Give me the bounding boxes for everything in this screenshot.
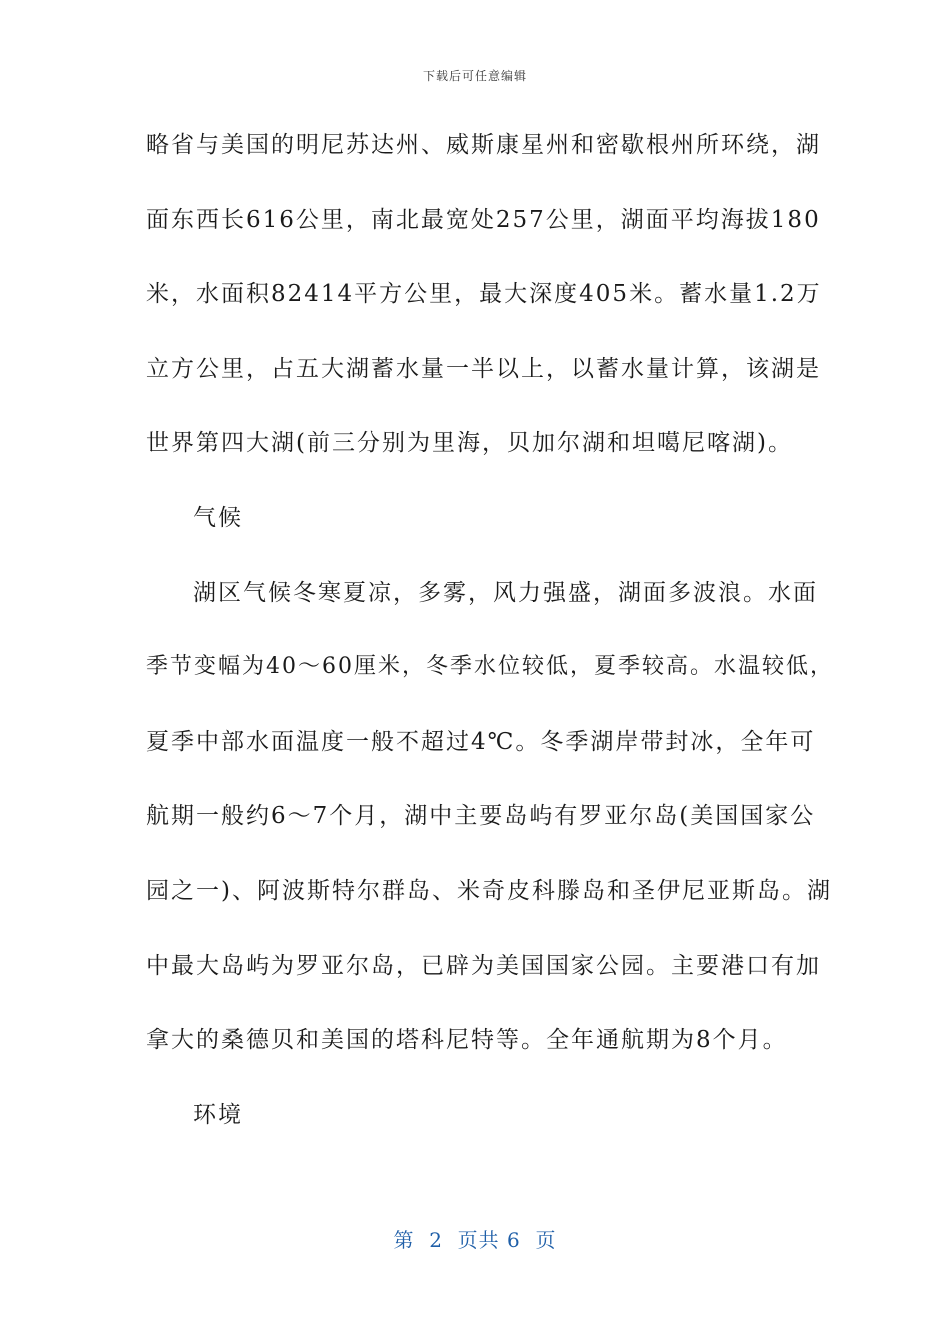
paragraph-line: 园之一)、阿波斯特尔群岛、米奇皮科滕岛和圣伊尼亚斯岛。湖: [146, 877, 832, 904]
paragraph-line: 米，水面积82414平方公里，最大深度405米。蓄水量1.2万: [146, 281, 822, 308]
paragraph-line: 面东西长616公里，南北最宽处257公里，湖面平均海拔180: [146, 206, 821, 233]
paragraph-line: 夏季中部水面温度一般不超过4℃。冬季湖岸带封冰，全年可: [146, 728, 816, 755]
paragraph-line: 略省与美国的明尼苏达州、威斯康星州和密歇根州所环绕，湖: [146, 132, 821, 158]
paragraph-line: 湖区气候冬寒夏凉，多雾，风力强盛，湖面多波浪。水面: [193, 579, 818, 606]
paragraph-line: 拿大的桑德贝和美国的塔科尼特等。全年通航期为8个月。: [146, 1027, 788, 1054]
page-number-footer: 第 2 页共 6 页: [393, 1228, 557, 1252]
page-header: 下载后可任意编辑: [422, 69, 527, 83]
document-body: [146, 125, 834, 1169]
paragraph-line: 中最大岛屿为罗亚尔岛，已辟为美国国家公园。主要港口有加: [146, 952, 821, 979]
section-heading-environment: 环境: [193, 1101, 243, 1128]
paragraph-line: 航期一般约6～7个月，湖中主要岛屿有罗亚尔岛(美国国家公: [146, 803, 816, 830]
section-heading-climate: 气候: [193, 504, 243, 531]
paragraph-line: 立方公里，占五大湖蓄水量一半以上，以蓄水量计算，该湖是: [146, 355, 821, 382]
paragraph-line: 季节变幅为40～60厘米，冬季水位较低，夏季较高。水温较低，: [146, 654, 834, 680]
paragraph-line: 世界第四大湖(前三分别为里海，贝加尔湖和坦噶尼喀湖)。: [146, 430, 793, 457]
